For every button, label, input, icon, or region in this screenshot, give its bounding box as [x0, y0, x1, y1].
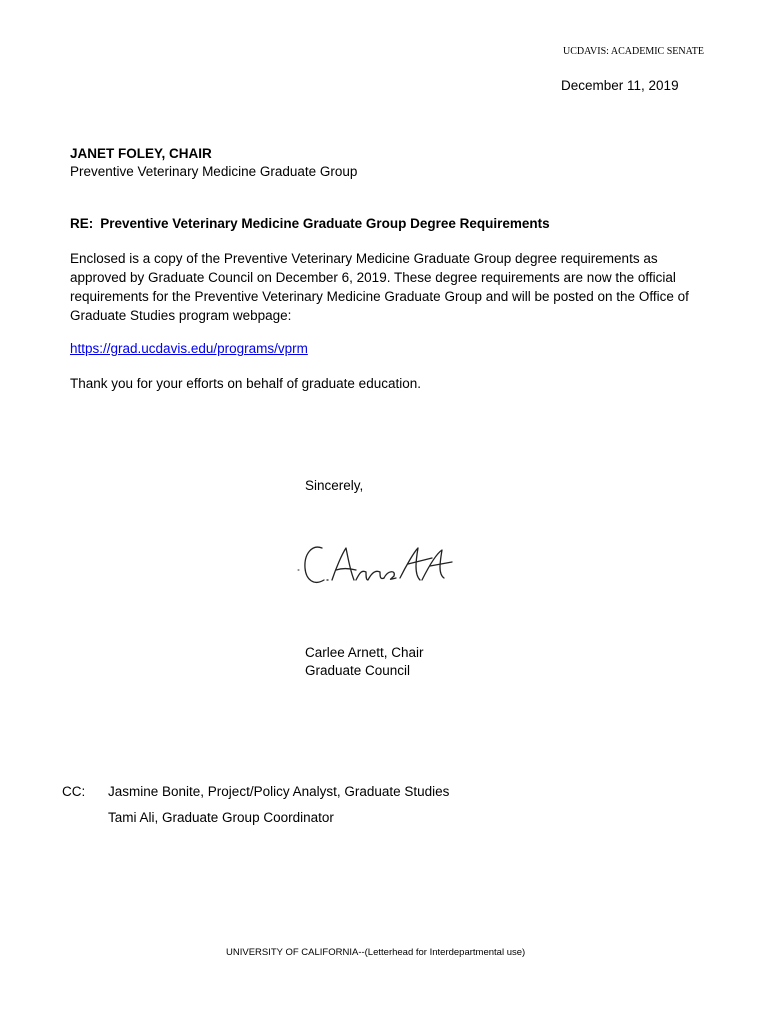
- letterhead-organization: UCDAVIS: ACADEMIC SENATE: [563, 46, 704, 57]
- letterhead-footer: UNIVERSITY OF CALIFORNIA--(Letterhead for Interdepartmental use): [226, 947, 526, 958]
- letter-date: December 11, 2019: [561, 78, 679, 93]
- recipient-name: JANET FOLEY, CHAIR: [70, 146, 212, 161]
- body-paragraph: Enclosed is a copy of the Preventive Veterinary Medicine Graduate Group degree requirements as approved by Graduate Council on December 6, 2019. These degree requirements are now the official requirements for the Preventive Veterinary Medicine Graduate Group and will be posted on the Office of Graduate Studies program webpage:: [70, 251, 689, 323]
- signature-drawing: [296, 540, 456, 596]
- program-webpage-link[interactable]: https://grad.ucdavis.edu/programs/vprm: [70, 341, 308, 356]
- handwritten-signature: [296, 540, 456, 596]
- cc-recipient: Jasmine Bonite, Project/Policy Analyst, Graduate Studies: [108, 784, 450, 799]
- subject-text: Preventive Veterinary Medicine Graduate Group Degree Requirements: [100, 216, 550, 231]
- signer-organization: Graduate Council: [305, 663, 411, 678]
- closing-salutation: Sincerely,: [305, 478, 364, 493]
- recipient-department: Preventive Veterinary Medicine Graduate Group: [70, 164, 358, 179]
- subject-line: [70, 216, 550, 231]
- cc-recipient: Tami Ali, Graduate Group Coordinator: [108, 810, 334, 825]
- signer-name: Carlee Arnett, Chair: [305, 645, 424, 660]
- subject-tag: RE:: [70, 216, 94, 231]
- thanks-line: Thank you for your efforts on behalf of graduate education.: [70, 376, 421, 391]
- cc-label: CC:: [62, 784, 86, 799]
